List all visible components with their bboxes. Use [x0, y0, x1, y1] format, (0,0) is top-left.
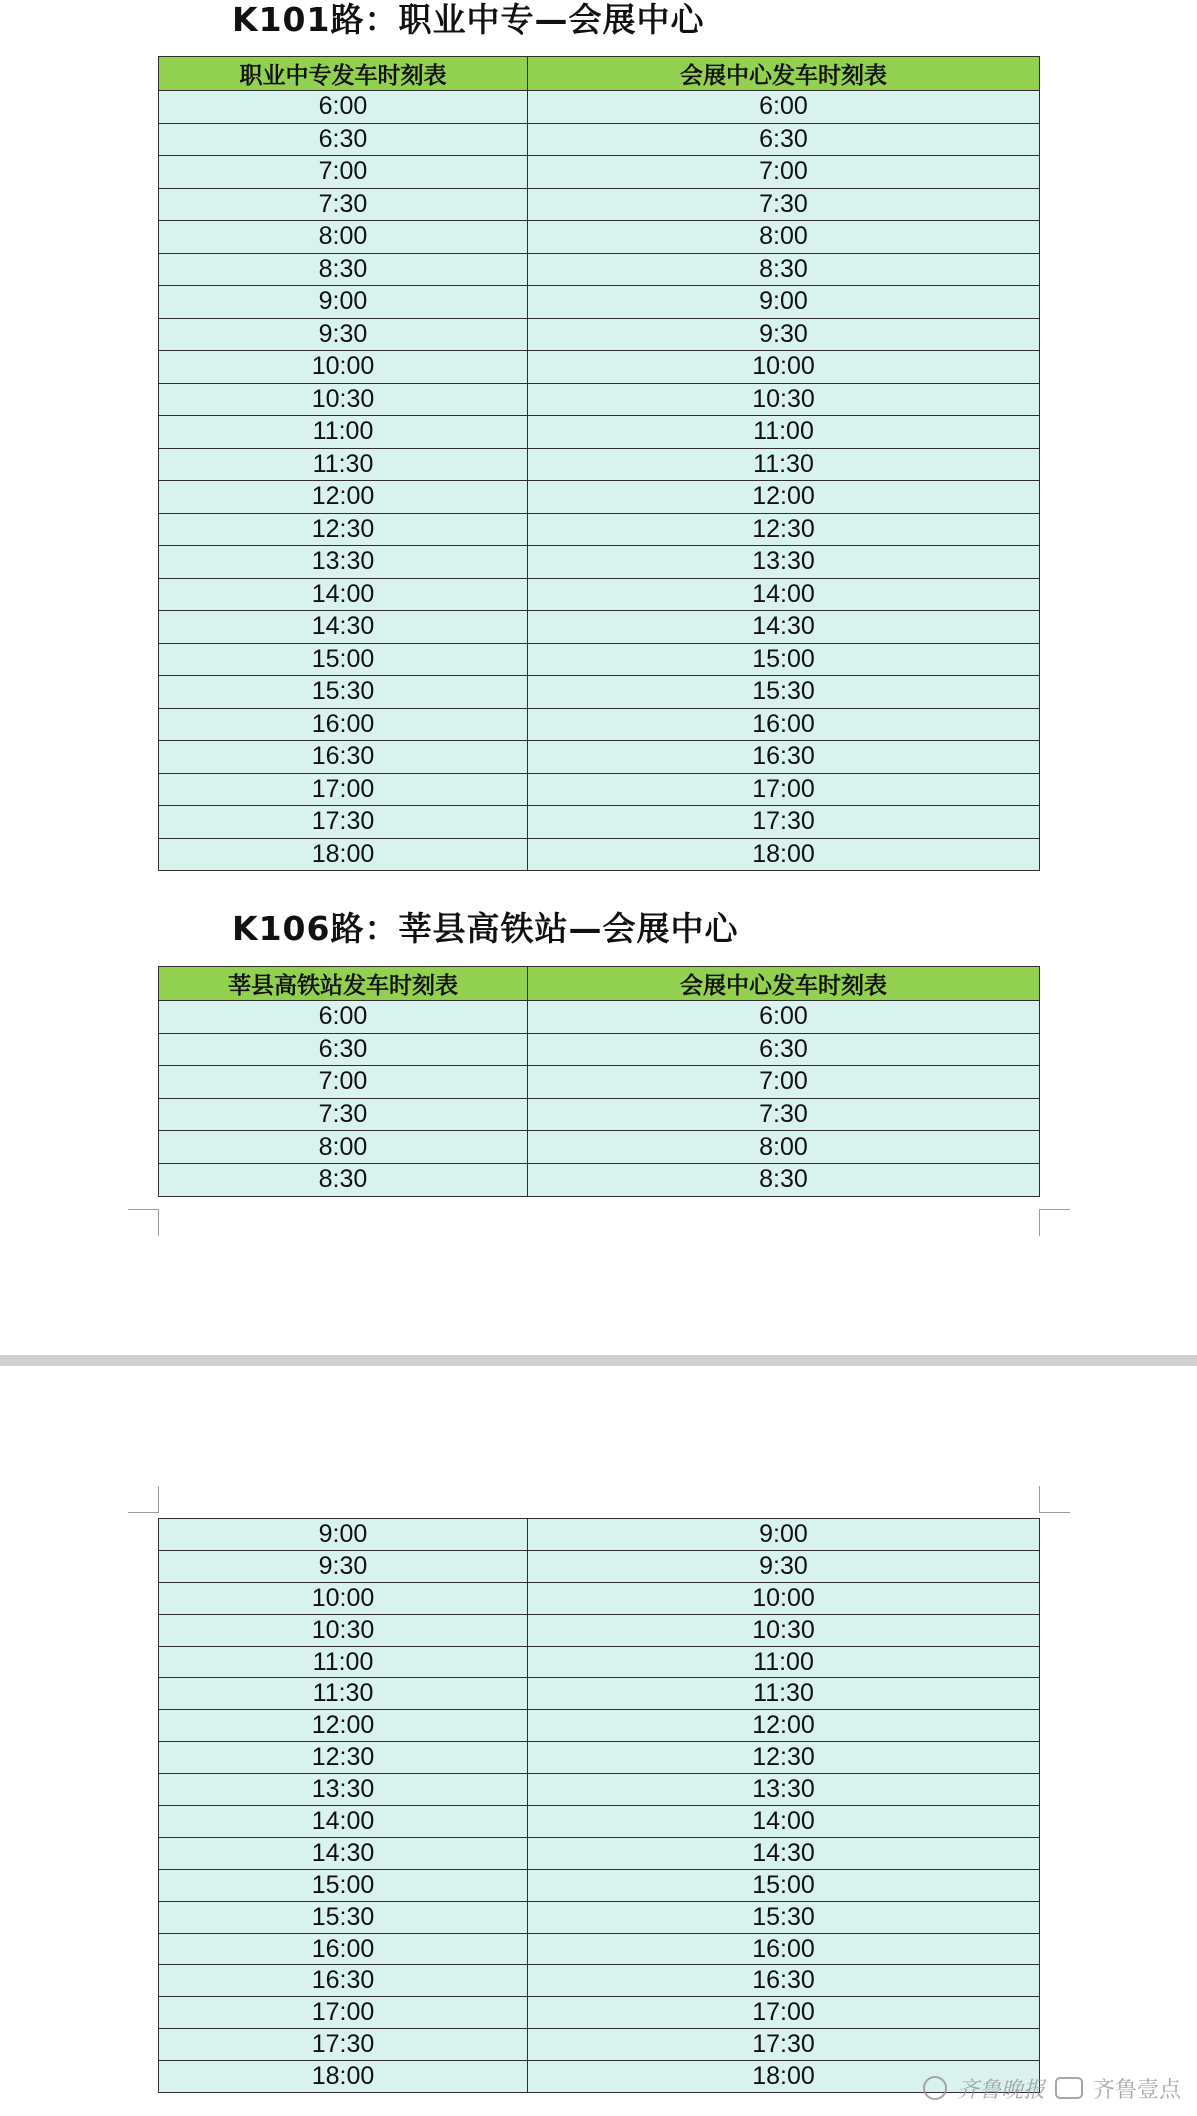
departure-time-return: 13:30	[528, 1774, 1040, 1806]
departure-time-return: 6:30	[528, 123, 1040, 156]
table-row	[159, 1066, 1040, 1099]
table-row	[159, 221, 1040, 254]
table-row	[159, 1806, 1040, 1838]
departure-time-return: 11:00	[528, 416, 1040, 449]
departure-time-origin: 16:30	[159, 741, 528, 774]
departure-time-return: 9:30	[528, 1550, 1040, 1582]
departure-time-return: 18:00	[528, 838, 1040, 871]
departure-time-origin: 18:00	[159, 838, 528, 871]
departure-time-return: 17:00	[528, 773, 1040, 806]
departure-time-return: 16:30	[528, 1965, 1040, 1997]
table-row	[159, 513, 1040, 546]
departure-time-return: 7:00	[528, 1066, 1040, 1099]
departure-time-origin: 16:00	[159, 1933, 528, 1965]
departure-time-return: 16:00	[528, 708, 1040, 741]
departure-time-return: 11:30	[528, 1678, 1040, 1710]
departure-time-origin: 10:30	[159, 383, 528, 416]
table-row	[159, 253, 1040, 286]
departure-time-origin: 11:30	[159, 1678, 528, 1710]
table-body	[159, 1001, 1040, 1197]
departure-time-origin: 12:00	[159, 481, 528, 514]
departure-time-origin: 6:30	[159, 1033, 528, 1066]
table-row	[159, 1742, 1040, 1774]
table-row	[159, 578, 1040, 611]
departure-time-origin: 15:30	[159, 676, 528, 709]
watermark-source-text: 齐鲁壹点	[1092, 2077, 1181, 2103]
table-row	[159, 91, 1040, 124]
departure-time-return: 15:00	[528, 1869, 1040, 1901]
departure-time-return: 8:00	[528, 221, 1040, 254]
column-header-departure-1: 莘县高铁站发车时刻表	[159, 967, 528, 1001]
departure-time-origin: 16:30	[159, 1965, 528, 1997]
departure-time-origin: 12:30	[159, 1742, 528, 1774]
table-row	[159, 1001, 1040, 1034]
route-k106-timetable	[158, 966, 1040, 1197]
column-header-departure-2: 会展中心发车时刻表	[528, 967, 1040, 1001]
departure-time-origin: 11:00	[159, 416, 528, 449]
table-row	[159, 838, 1040, 871]
departure-time-origin: 7:00	[159, 156, 528, 189]
departure-time-return: 8:00	[528, 1131, 1040, 1164]
departure-time-origin: 13:30	[159, 546, 528, 579]
table-row	[159, 1710, 1040, 1742]
departure-time-return: 14:30	[528, 611, 1040, 644]
table-row	[159, 1519, 1040, 1551]
departure-time-return: 7:30	[528, 1098, 1040, 1131]
departure-time-return: 11:30	[528, 448, 1040, 481]
watermark-app-icon	[1055, 2077, 1083, 2099]
table-row	[159, 676, 1040, 709]
table-row	[159, 546, 1040, 579]
table-row	[159, 1933, 1040, 1965]
table-row	[159, 708, 1040, 741]
departure-time-origin: 17:30	[159, 806, 528, 839]
departure-time-origin: 9:00	[159, 1519, 528, 1551]
departure-time-return: 13:30	[528, 546, 1040, 579]
departure-time-return: 15:30	[528, 676, 1040, 709]
departure-time-origin: 16:00	[159, 708, 528, 741]
departure-time-origin: 8:30	[159, 253, 528, 286]
table-row	[159, 383, 1040, 416]
departure-time-origin: 10:00	[159, 1582, 528, 1614]
table-row	[159, 773, 1040, 806]
departure-time-return: 12:30	[528, 1742, 1040, 1774]
departure-time-return: 10:00	[528, 351, 1040, 384]
departure-time-return: 14:00	[528, 1806, 1040, 1838]
departure-time-return: 7:00	[528, 156, 1040, 189]
departure-time-return: 17:00	[528, 1997, 1040, 2029]
departure-time-return: 10:30	[528, 383, 1040, 416]
departure-time-return: 6:30	[528, 1033, 1040, 1066]
departure-time-origin: 6:00	[159, 1001, 528, 1034]
page-corner-mark	[128, 1486, 159, 1513]
route-k101-timetable	[158, 56, 1040, 871]
table-row	[159, 448, 1040, 481]
watermark-left-mark: 齐鲁晚报	[956, 2077, 1045, 2103]
departure-time-origin: 14:00	[159, 1806, 528, 1838]
departure-time-origin: 14:00	[159, 578, 528, 611]
table-header-row	[159, 57, 1040, 91]
table-row	[159, 643, 1040, 676]
departure-time-origin: 11:30	[159, 448, 528, 481]
table-row	[159, 481, 1040, 514]
departure-time-origin: 18:00	[159, 2061, 528, 2093]
watermark	[923, 2070, 1181, 2106]
departure-time-origin: 8:00	[159, 221, 528, 254]
departure-time-origin: 14:30	[159, 611, 528, 644]
departure-time-return: 15:30	[528, 1901, 1040, 1933]
table-row	[159, 286, 1040, 319]
departure-time-origin: 8:30	[159, 1163, 528, 1196]
departure-time-return: 12:30	[528, 513, 1040, 546]
departure-time-return: 9:00	[528, 286, 1040, 319]
departure-time-origin: 9:30	[159, 318, 528, 351]
table-row	[159, 1837, 1040, 1869]
departure-time-return: 12:00	[528, 481, 1040, 514]
route-k101-title: K101路：职业中专—会展中心	[232, 0, 705, 39]
departure-time-return: 12:00	[528, 1710, 1040, 1742]
watermark-logo-icon	[923, 2076, 947, 2100]
departure-time-origin: 10:30	[159, 1614, 528, 1646]
route-k106-title: K106路：莘县高铁站—会展中心	[232, 909, 739, 948]
table-row	[159, 1774, 1040, 1806]
departure-time-origin: 7:00	[159, 1066, 528, 1099]
table-row	[159, 1997, 1040, 2029]
departure-time-return: 11:00	[528, 1646, 1040, 1678]
departure-time-return: 14:30	[528, 1837, 1040, 1869]
table-row	[159, 2029, 1040, 2061]
table-row	[159, 188, 1040, 221]
departure-time-origin: 9:00	[159, 286, 528, 319]
departure-time-return: 9:30	[528, 318, 1040, 351]
table-body	[159, 1519, 1040, 2093]
departure-time-origin: 6:30	[159, 123, 528, 156]
departure-time-return: 16:30	[528, 741, 1040, 774]
departure-time-origin: 12:30	[159, 513, 528, 546]
table-row	[159, 156, 1040, 189]
departure-time-origin: 17:00	[159, 773, 528, 806]
departure-time-origin: 11:00	[159, 1646, 528, 1678]
departure-time-origin: 10:00	[159, 351, 528, 384]
departure-time-origin: 8:00	[159, 1131, 528, 1164]
departure-time-return: 17:30	[528, 806, 1040, 839]
departure-time-return: 8:30	[528, 253, 1040, 286]
table-row	[159, 741, 1040, 774]
departure-time-return: 7:30	[528, 188, 1040, 221]
table-row	[159, 1550, 1040, 1582]
departure-time-origin: 12:00	[159, 1710, 528, 1742]
page-corner-mark	[128, 1209, 159, 1236]
departure-time-origin: 17:30	[159, 2029, 528, 2061]
table-header-row	[159, 967, 1040, 1001]
departure-time-return: 10:30	[528, 1614, 1040, 1646]
table-row	[159, 123, 1040, 156]
departure-time-origin: 7:30	[159, 1098, 528, 1131]
departure-time-return: 18:00	[528, 2061, 1040, 2093]
table-row	[159, 806, 1040, 839]
table-body	[159, 91, 1040, 871]
departure-time-origin: 15:00	[159, 1869, 528, 1901]
departure-time-return: 6:00	[528, 1001, 1040, 1034]
table-row	[159, 1582, 1040, 1614]
table-row	[159, 2061, 1040, 2093]
table-row	[159, 1965, 1040, 1997]
departure-time-origin: 13:30	[159, 1774, 528, 1806]
table-row	[159, 318, 1040, 351]
page-separator	[0, 1355, 1197, 1366]
departure-time-origin: 9:30	[159, 1550, 528, 1582]
table-row	[159, 1614, 1040, 1646]
table-row	[159, 1163, 1040, 1196]
departure-time-origin: 17:00	[159, 1997, 528, 2029]
departure-time-return: 15:00	[528, 643, 1040, 676]
departure-time-origin: 14:30	[159, 1837, 528, 1869]
table-row	[159, 416, 1040, 449]
departure-time-origin: 6:00	[159, 91, 528, 124]
departure-time-return: 16:00	[528, 1933, 1040, 1965]
departure-time-origin: 15:30	[159, 1901, 528, 1933]
departure-time-return: 17:30	[528, 2029, 1040, 2061]
table-row	[159, 1678, 1040, 1710]
page-corner-mark	[1039, 1486, 1070, 1513]
table-row	[159, 611, 1040, 644]
table-row	[159, 351, 1040, 384]
route-k106-timetable-continued	[158, 1518, 1040, 2093]
table-row	[159, 1901, 1040, 1933]
departure-time-return: 14:00	[528, 578, 1040, 611]
departure-time-return: 9:00	[528, 1519, 1040, 1551]
table-row	[159, 1131, 1040, 1164]
departure-time-return: 6:00	[528, 91, 1040, 124]
table-row	[159, 1646, 1040, 1678]
column-header-departure-1: 职业中专发车时刻表	[159, 57, 528, 91]
departure-time-return: 8:30	[528, 1163, 1040, 1196]
departure-time-origin: 7:30	[159, 188, 528, 221]
departure-time-origin: 15:00	[159, 643, 528, 676]
table-row	[159, 1033, 1040, 1066]
table-row	[159, 1098, 1040, 1131]
departure-time-return: 10:00	[528, 1582, 1040, 1614]
table-row	[159, 1869, 1040, 1901]
column-header-departure-2: 会展中心发车时刻表	[528, 57, 1040, 91]
page-corner-mark	[1039, 1209, 1070, 1236]
